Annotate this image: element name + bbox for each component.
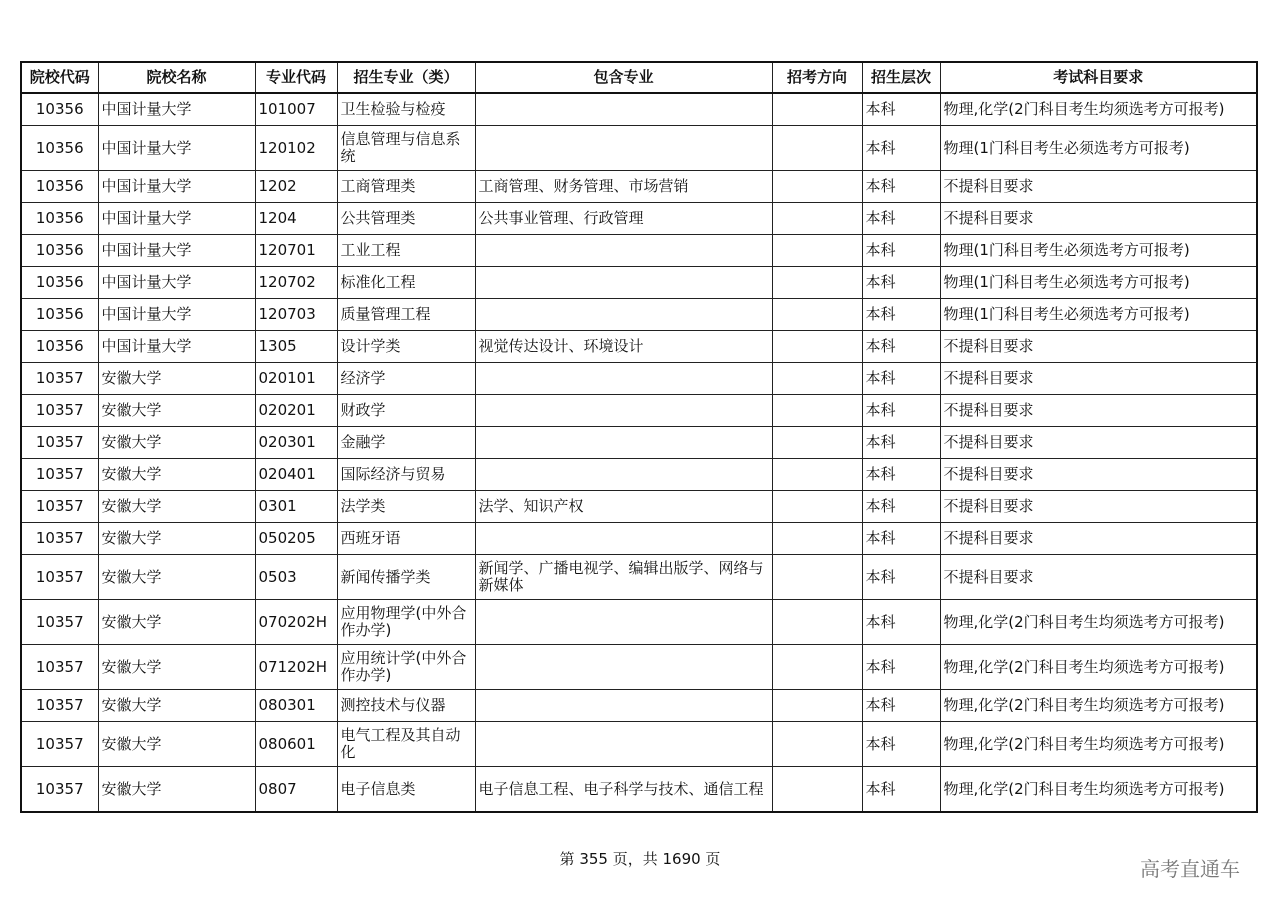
cell-direction	[772, 491, 862, 523]
cell-includes	[475, 690, 772, 722]
cell-school-name: 中国计量大学	[98, 267, 255, 299]
cell-level: 本科	[862, 459, 940, 491]
cell-major-code: 020101	[255, 363, 337, 395]
cell-major: 信息管理与信息系统	[337, 126, 475, 171]
cell-includes	[475, 427, 772, 459]
cell-includes	[475, 459, 772, 491]
cell-school-name: 安徽大学	[98, 767, 255, 813]
cell-major: 公共管理类	[337, 203, 475, 235]
cell-major-code: 080301	[255, 690, 337, 722]
cell-major: 电气工程及其自动化	[337, 722, 475, 767]
header-school-code: 院校代码	[21, 62, 98, 93]
cell-direction	[772, 427, 862, 459]
cell-school-code: 10357	[21, 491, 98, 523]
cell-school-name: 中国计量大学	[98, 93, 255, 126]
cell-major: 测控技术与仪器	[337, 690, 475, 722]
cell-school-code: 10356	[21, 126, 98, 171]
table-row	[21, 395, 1257, 427]
header-level: 招生层次	[862, 62, 940, 93]
header-direction: 招考方向	[772, 62, 862, 93]
cell-major-code: 0807	[255, 767, 337, 813]
cell-requirement: 物理,化学(2门科目考生均须选考方可报考)	[940, 600, 1257, 645]
cell-includes: 工商管理、财务管理、市场营销	[475, 171, 772, 203]
cell-direction	[772, 331, 862, 363]
cell-direction	[772, 93, 862, 126]
cell-level: 本科	[862, 600, 940, 645]
cell-school-code: 10356	[21, 235, 98, 267]
cell-major-code: 020201	[255, 395, 337, 427]
table-row	[21, 767, 1257, 813]
cell-major-code: 020401	[255, 459, 337, 491]
cell-requirement: 不提科目要求	[940, 555, 1257, 600]
cell-requirement: 不提科目要求	[940, 459, 1257, 491]
cell-school-name: 安徽大学	[98, 395, 255, 427]
cell-requirement: 不提科目要求	[940, 363, 1257, 395]
cell-requirement: 不提科目要求	[940, 203, 1257, 235]
cell-school-name: 安徽大学	[98, 555, 255, 600]
cell-school-name: 安徽大学	[98, 427, 255, 459]
cell-level: 本科	[862, 555, 940, 600]
cell-major-code: 050205	[255, 523, 337, 555]
cell-school-code: 10357	[21, 690, 98, 722]
cell-level: 本科	[862, 722, 940, 767]
table-row	[21, 555, 1257, 600]
cell-level: 本科	[862, 523, 940, 555]
cell-includes: 新闻学、广播电视学、编辑出版学、网络与新媒体	[475, 555, 772, 600]
cell-level: 本科	[862, 690, 940, 722]
header-school-name: 院校名称	[98, 62, 255, 93]
cell-requirement: 物理,化学(2门科目考生均须选考方可报考)	[940, 93, 1257, 126]
cell-major: 标准化工程	[337, 267, 475, 299]
cell-requirement: 物理(1门科目考生必须选考方可报考)	[940, 267, 1257, 299]
table-row	[21, 722, 1257, 767]
cell-level: 本科	[862, 331, 940, 363]
cell-level: 本科	[862, 395, 940, 427]
cell-includes	[475, 363, 772, 395]
cell-includes	[475, 523, 772, 555]
cell-requirement: 不提科目要求	[940, 491, 1257, 523]
table-row	[21, 491, 1257, 523]
cell-requirement: 物理,化学(2门科目考生均须选考方可报考)	[940, 722, 1257, 767]
table-row	[21, 299, 1257, 331]
cell-includes	[475, 722, 772, 767]
cell-requirement: 不提科目要求	[940, 171, 1257, 203]
cell-major-code: 1204	[255, 203, 337, 235]
cell-school-code: 10357	[21, 427, 98, 459]
cell-school-code: 10357	[21, 600, 98, 645]
table-row	[21, 459, 1257, 491]
cell-major-code: 070202H	[255, 600, 337, 645]
cell-school-code: 10356	[21, 93, 98, 126]
cell-major-code: 101007	[255, 93, 337, 126]
cell-school-name: 中国计量大学	[98, 203, 255, 235]
cell-school-name: 中国计量大学	[98, 235, 255, 267]
header-major-code: 专业代码	[255, 62, 337, 93]
cell-direction	[772, 203, 862, 235]
table-row	[21, 126, 1257, 171]
cell-school-code: 10356	[21, 267, 98, 299]
header-includes: 包含专业	[475, 62, 772, 93]
cell-school-name: 安徽大学	[98, 491, 255, 523]
cell-major-code: 0503	[255, 555, 337, 600]
table-row	[21, 645, 1257, 690]
cell-level: 本科	[862, 645, 940, 690]
cell-direction	[772, 299, 862, 331]
cell-school-name: 中国计量大学	[98, 331, 255, 363]
cell-level: 本科	[862, 427, 940, 459]
cell-level: 本科	[862, 267, 940, 299]
table-header-row	[21, 62, 1257, 93]
cell-major: 设计学类	[337, 331, 475, 363]
cell-school-name: 安徽大学	[98, 645, 255, 690]
cell-major: 质量管理工程	[337, 299, 475, 331]
cell-school-code: 10356	[21, 171, 98, 203]
cell-includes: 视觉传达设计、环境设计	[475, 331, 772, 363]
cell-includes: 法学、知识产权	[475, 491, 772, 523]
cell-includes	[475, 235, 772, 267]
cell-direction	[772, 555, 862, 600]
cell-major-code: 020301	[255, 427, 337, 459]
cell-level: 本科	[862, 203, 940, 235]
admission-table	[20, 61, 1258, 813]
table-row	[21, 690, 1257, 722]
cell-major: 新闻传播学类	[337, 555, 475, 600]
cell-direction	[772, 171, 862, 203]
cell-major-code: 1305	[255, 331, 337, 363]
cell-requirement: 不提科目要求	[940, 523, 1257, 555]
cell-direction	[772, 459, 862, 491]
cell-requirement: 物理,化学(2门科目考生均须选考方可报考)	[940, 645, 1257, 690]
cell-direction	[772, 523, 862, 555]
cell-direction	[772, 767, 862, 813]
cell-major: 应用物理学(中外合作办学)	[337, 600, 475, 645]
cell-major-code: 120703	[255, 299, 337, 331]
cell-school-code: 10357	[21, 767, 98, 813]
cell-school-code: 10357	[21, 459, 98, 491]
cell-school-code: 10357	[21, 555, 98, 600]
table-row	[21, 203, 1257, 235]
cell-school-code: 10357	[21, 645, 98, 690]
cell-direction	[772, 395, 862, 427]
cell-requirement: 不提科目要求	[940, 331, 1257, 363]
cell-includes: 电子信息工程、电子科学与技术、通信工程	[475, 767, 772, 813]
cell-major-code: 120702	[255, 267, 337, 299]
cell-school-code: 10356	[21, 331, 98, 363]
cell-major-code: 080601	[255, 722, 337, 767]
cell-school-code: 10356	[21, 203, 98, 235]
cell-major-code: 120102	[255, 126, 337, 171]
cell-requirement: 不提科目要求	[940, 395, 1257, 427]
cell-school-code: 10357	[21, 722, 98, 767]
cell-school-name: 中国计量大学	[98, 171, 255, 203]
cell-level: 本科	[862, 491, 940, 523]
cell-school-name: 中国计量大学	[98, 126, 255, 171]
cell-direction	[772, 363, 862, 395]
page-footer: 第 355 页，共 1690 页	[559, 850, 721, 868]
cell-major: 电子信息类	[337, 767, 475, 813]
table-row	[21, 171, 1257, 203]
cell-major-code: 0301	[255, 491, 337, 523]
cell-level: 本科	[862, 126, 940, 171]
header-major: 招生专业（类）	[337, 62, 475, 93]
table-row	[21, 600, 1257, 645]
table-row	[21, 427, 1257, 459]
cell-direction	[772, 126, 862, 171]
table-row	[21, 93, 1257, 126]
table-row	[21, 267, 1257, 299]
cell-school-code: 10356	[21, 299, 98, 331]
table-row	[21, 331, 1257, 363]
cell-major: 法学类	[337, 491, 475, 523]
cell-requirement: 物理,化学(2门科目考生均须选考方可报考)	[940, 690, 1257, 722]
table-row	[21, 235, 1257, 267]
cell-school-code: 10357	[21, 523, 98, 555]
table-row	[21, 523, 1257, 555]
cell-school-name: 安徽大学	[98, 600, 255, 645]
cell-direction	[772, 600, 862, 645]
cell-major: 国际经济与贸易	[337, 459, 475, 491]
cell-major-code: 120701	[255, 235, 337, 267]
cell-school-name: 安徽大学	[98, 363, 255, 395]
table-row	[21, 363, 1257, 395]
watermark: 高考直通车	[1140, 857, 1240, 881]
cell-direction	[772, 690, 862, 722]
cell-major: 应用统计学(中外合作办学)	[337, 645, 475, 690]
cell-school-name: 安徽大学	[98, 523, 255, 555]
cell-school-code: 10357	[21, 395, 98, 427]
table-body	[21, 93, 1257, 812]
cell-direction	[772, 645, 862, 690]
cell-school-code: 10357	[21, 363, 98, 395]
cell-includes	[475, 600, 772, 645]
cell-major: 工商管理类	[337, 171, 475, 203]
cell-requirement: 物理(1门科目考生必须选考方可报考)	[940, 299, 1257, 331]
cell-includes	[475, 645, 772, 690]
cell-direction	[772, 722, 862, 767]
cell-includes	[475, 299, 772, 331]
cell-major: 财政学	[337, 395, 475, 427]
cell-school-name: 安徽大学	[98, 690, 255, 722]
cell-direction	[772, 267, 862, 299]
cell-direction	[772, 235, 862, 267]
cell-major: 卫生检验与检疫	[337, 93, 475, 126]
cell-includes	[475, 126, 772, 171]
cell-requirement: 物理(1门科目考生必须选考方可报考)	[940, 235, 1257, 267]
cell-includes	[475, 267, 772, 299]
cell-includes: 公共事业管理、行政管理	[475, 203, 772, 235]
cell-major: 金融学	[337, 427, 475, 459]
cell-level: 本科	[862, 93, 940, 126]
cell-major-code: 1202	[255, 171, 337, 203]
header-requirement: 考试科目要求	[940, 62, 1257, 93]
cell-includes	[475, 395, 772, 427]
cell-level: 本科	[862, 767, 940, 813]
cell-level: 本科	[862, 235, 940, 267]
cell-level: 本科	[862, 299, 940, 331]
cell-requirement: 物理(1门科目考生必须选考方可报考)	[940, 126, 1257, 171]
cell-school-name: 安徽大学	[98, 722, 255, 767]
cell-major: 经济学	[337, 363, 475, 395]
cell-includes	[475, 93, 772, 126]
cell-school-name: 中国计量大学	[98, 299, 255, 331]
cell-requirement: 物理,化学(2门科目考生均须选考方可报考)	[940, 767, 1257, 813]
cell-major: 工业工程	[337, 235, 475, 267]
cell-major: 西班牙语	[337, 523, 475, 555]
cell-major-code: 071202H	[255, 645, 337, 690]
cell-level: 本科	[862, 171, 940, 203]
cell-requirement: 不提科目要求	[940, 427, 1257, 459]
cell-school-name: 安徽大学	[98, 459, 255, 491]
cell-level: 本科	[862, 363, 940, 395]
